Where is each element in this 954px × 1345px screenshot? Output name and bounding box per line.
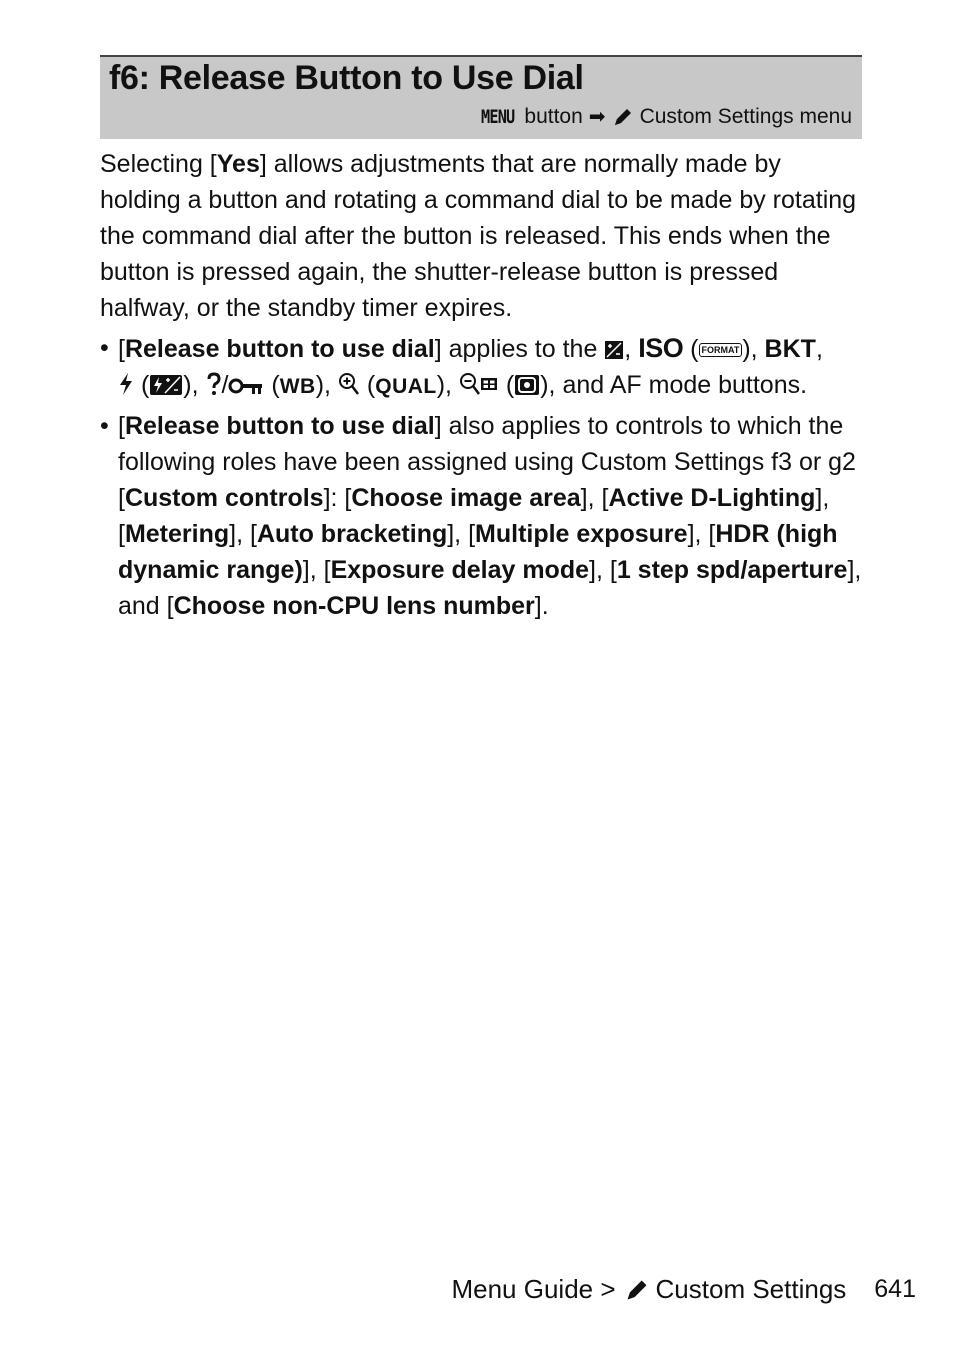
role-term: Choose non-CPU lens number (173, 592, 535, 620)
text: ( (683, 335, 699, 363)
intro-text-1: Selecting [ (100, 150, 217, 178)
flash-icon (118, 372, 134, 396)
help-icon (206, 372, 222, 396)
text: ], [ (118, 484, 830, 548)
role-term: Metering (124, 520, 230, 548)
intro-paragraph (100, 146, 862, 326)
page-title: f6: Release Button to Use Dial (109, 59, 584, 97)
text: ( (264, 371, 280, 399)
intro-text-2: ] allows adjustments that are normally made by holding a button and rotating a command dial to be made by rotating the command dial after the button is released. This ends when the button is pressed again, the shutter-release button is pressed halfway, or the standby timer expires. (100, 150, 857, 322)
page-number: 641 (874, 1275, 916, 1303)
key-icon (228, 376, 264, 396)
role-term: Exposure delay mode (330, 556, 590, 584)
text: ], [ (580, 484, 609, 512)
text: , (815, 335, 823, 363)
yes-option: Yes (216, 150, 260, 178)
role-term: Active D-Lighting (608, 484, 816, 512)
text: ), (315, 371, 338, 399)
bullet-item-2 (100, 408, 862, 624)
text: ), and AF mode buttons. (540, 371, 808, 399)
text: [ (118, 412, 125, 440)
arrow-right-icon: ➡ (588, 106, 606, 128)
text: ] applies to the (434, 335, 605, 363)
text: / (221, 371, 229, 399)
text: ( (134, 371, 150, 399)
text: ( (498, 371, 515, 399)
metering-icon (514, 374, 540, 396)
role-term: Multiple exposure (475, 520, 688, 548)
exposure-compensation-icon (604, 340, 624, 360)
bullet-list (100, 330, 862, 624)
text: ]. (534, 592, 549, 620)
text: ], [ (687, 520, 716, 548)
zoom-out-icon (459, 372, 499, 396)
bkt-label: BKT (764, 335, 816, 363)
footer-subsection-link[interactable]: Custom Settings (655, 1274, 847, 1304)
bullet-item-1 (100, 330, 862, 405)
pencil-icon (612, 106, 634, 128)
wb-label: WB (279, 375, 316, 398)
qual-label: QUAL (375, 375, 437, 398)
menu-path-name: Custom Settings menu (639, 104, 852, 128)
text: [ (118, 335, 125, 363)
text: ], and [ (118, 556, 862, 620)
role-term: Choose image area (351, 484, 581, 512)
page-content (100, 146, 862, 627)
role-term: HDR (high dynamic range) (118, 520, 838, 584)
zoom-in-icon (338, 372, 360, 396)
text: ], [ (302, 556, 331, 584)
text: ], [ (589, 556, 617, 584)
iso-label: ISO (638, 333, 684, 363)
setting-term: Release button to use dial (124, 412, 435, 440)
text: ), (436, 371, 459, 399)
role-term: 1 step spd/aperture (616, 556, 848, 584)
footer-section-link[interactable]: Menu Guide > (451, 1274, 616, 1304)
text: , (624, 335, 639, 363)
text: ), (742, 335, 765, 363)
flash-compensation-icon (149, 374, 183, 396)
menu-path-button-text: button (524, 104, 583, 128)
text: ), (183, 371, 206, 399)
custom-controls-term: Custom controls (124, 484, 324, 512)
menu-path (481, 104, 852, 129)
page-header (100, 55, 862, 139)
text: ], [ (447, 520, 476, 548)
text: ], [ (229, 520, 257, 548)
text: ]: [ (323, 484, 352, 512)
menu-button-label: MENU (480, 105, 515, 128)
pencil-icon (624, 1277, 650, 1303)
role-term: Auto bracketing (256, 520, 448, 548)
page-footer (451, 1274, 916, 1305)
setting-term: Release button to use dial (124, 335, 435, 363)
format-label: FORMAT (699, 343, 743, 357)
text: ] also applies to controls to which the following roles have been assigned using Custom Settings f3 or g2 [ (118, 412, 856, 512)
text: ( (359, 371, 376, 399)
